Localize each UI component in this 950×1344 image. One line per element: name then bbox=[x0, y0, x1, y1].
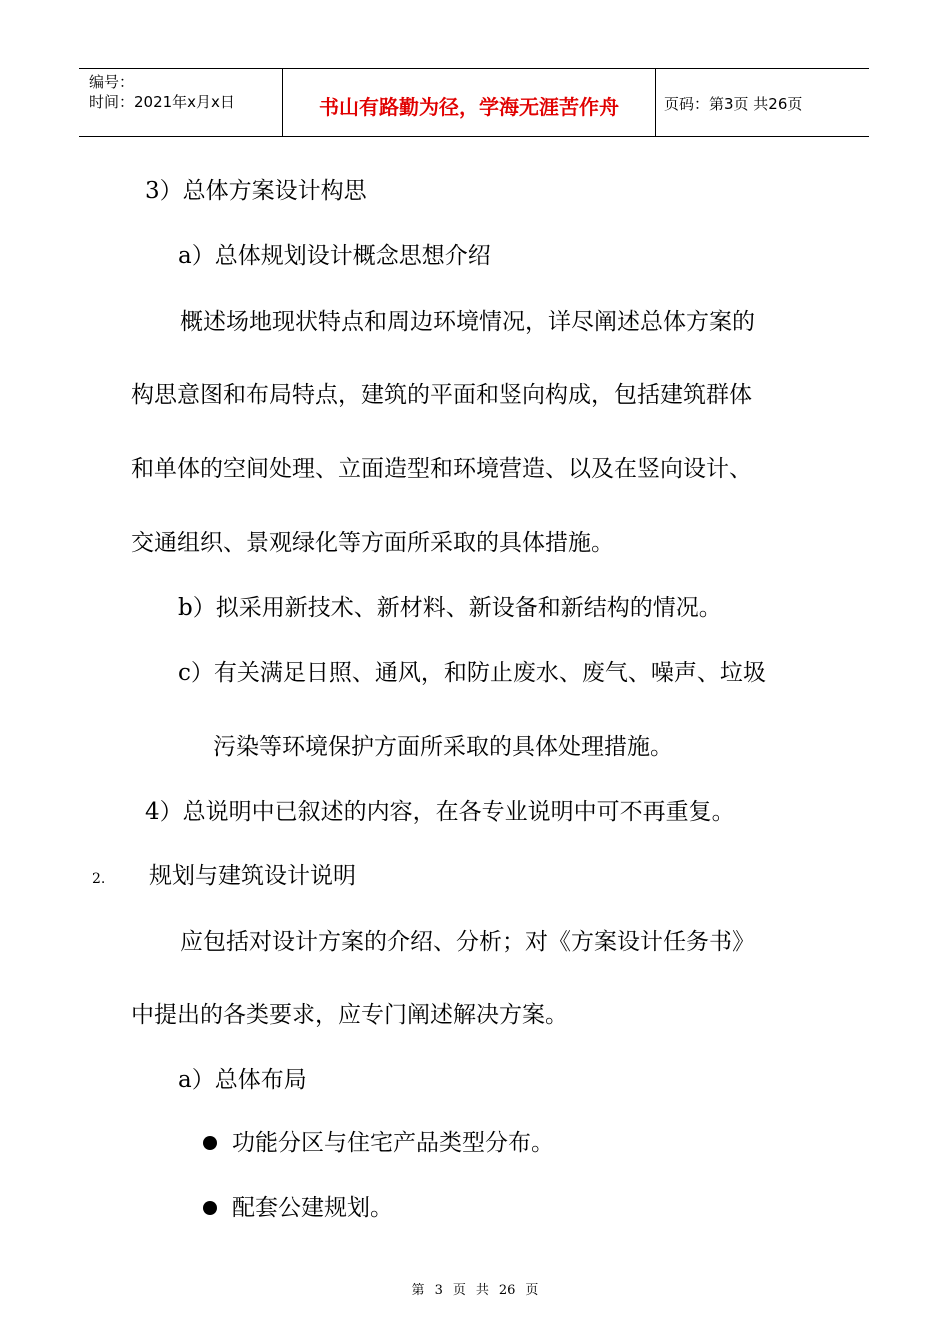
paragraph-line: 和单体的空间处理、立面造型和环境营造、以及在竖向设计、 bbox=[131, 456, 752, 482]
paragraph-line: 污染等环境保护方面所采取的具体处理措施。 bbox=[213, 734, 673, 760]
footer-page-prefix: 第 bbox=[411, 1283, 425, 1298]
subheading-a: a）总体布局 bbox=[178, 1067, 307, 1093]
list-item: 配套公建规划。 bbox=[232, 1195, 393, 1221]
subheading-c: c）有关满足日照、通风，和防止废水、废气、噪声、垃圾 bbox=[178, 660, 766, 686]
list-item: 功能分区与住宅产品类型分布。 bbox=[232, 1130, 554, 1156]
paragraph-line: 中提出的各类要求，应专门阐述解决方案。 bbox=[131, 1002, 568, 1028]
code-label: 编号： bbox=[89, 73, 135, 91]
header-motto-cell bbox=[282, 69, 656, 136]
document-header bbox=[79, 68, 869, 137]
paragraph-line: 构思意图和布局特点，建筑的平面和竖向构成，包括建筑群体 bbox=[131, 382, 752, 408]
heading-4: 4）总说明中已叙述的内容，在各专业说明中可不再重复。 bbox=[145, 799, 735, 825]
footer-page-word: 页 bbox=[452, 1283, 466, 1298]
section-title: 规划与建筑设计说明 bbox=[149, 863, 356, 889]
paragraph-line: 概述场地现状特点和周边环境情况，详尽阐述总体方案的 bbox=[180, 309, 755, 335]
footer-total-word: 页 bbox=[525, 1283, 539, 1298]
heading-3: 3）总体方案设计构思 bbox=[145, 178, 367, 204]
bullet-icon bbox=[203, 1136, 217, 1150]
subheading-a: a）总体规划设计概念思想介绍 bbox=[178, 243, 491, 269]
paragraph-line: 应包括对设计方案的介绍、分析；对《方案设计任务书》 bbox=[180, 929, 755, 955]
header-page-cell bbox=[656, 69, 869, 136]
motto: 书山有路勤为径，学海无涯苦作舟 bbox=[319, 95, 619, 119]
section-number: 2. bbox=[92, 871, 106, 887]
footer-total-number: 26 bbox=[498, 1283, 516, 1298]
time-label: 时间：2021年x月x日 bbox=[89, 93, 235, 111]
header-meta-cell bbox=[79, 69, 282, 136]
footer-page-number: 3 bbox=[434, 1283, 443, 1298]
subheading-b: b）拟采用新技术、新材料、新设备和新结构的情况。 bbox=[178, 595, 722, 621]
paragraph-line: 交通组织、景观绿化等方面所采取的具体措施。 bbox=[131, 530, 614, 556]
bullet-icon bbox=[203, 1201, 217, 1215]
page-info: 页码：第3页 共26页 bbox=[664, 95, 803, 113]
page-footer bbox=[0, 1279, 950, 1298]
footer-total-prefix: 共 bbox=[475, 1283, 489, 1298]
